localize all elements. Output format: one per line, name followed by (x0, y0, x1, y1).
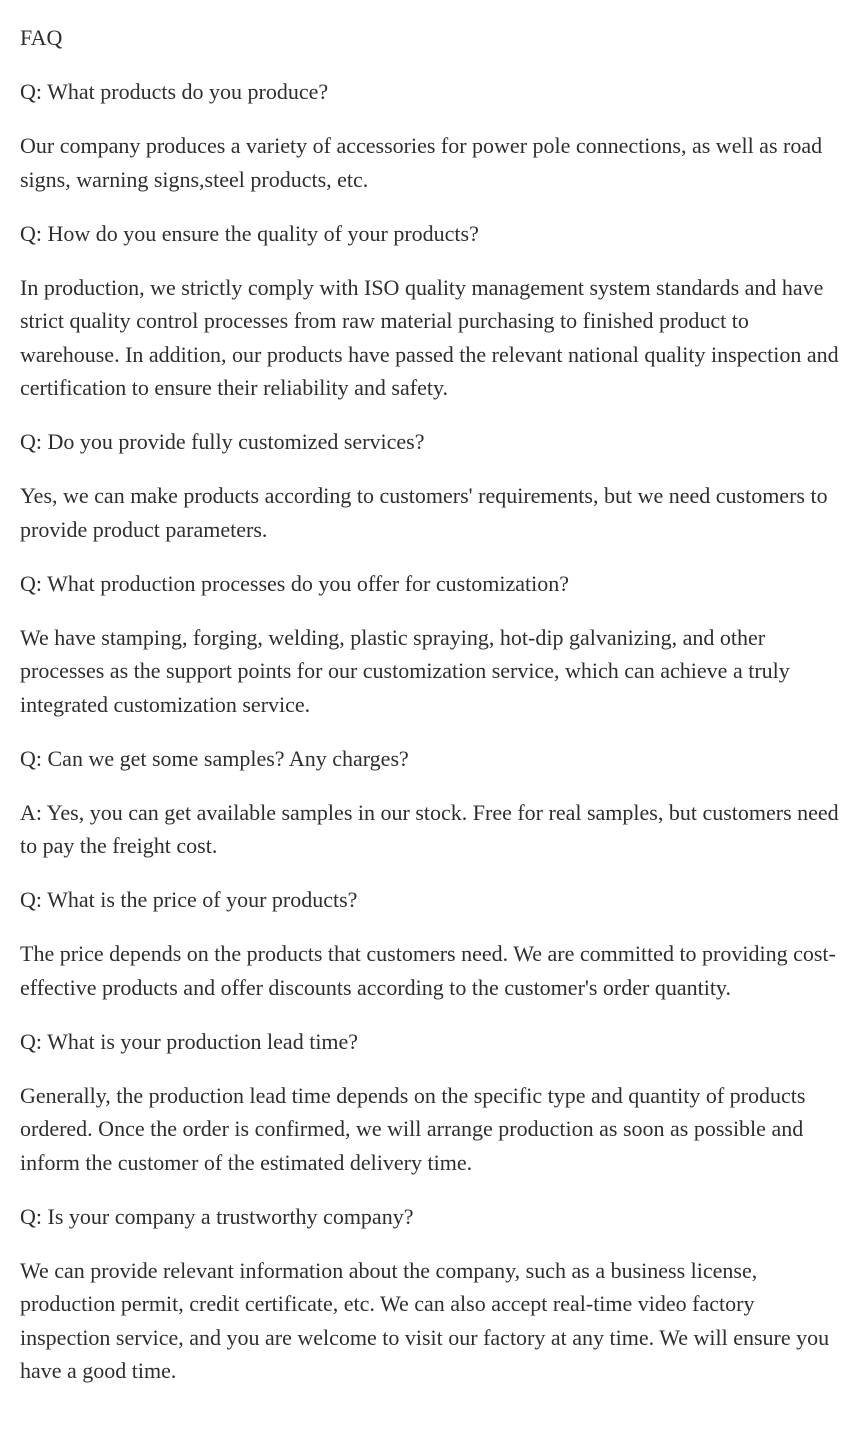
faq-question-3: Q: Do you provide fully customized services? (20, 429, 425, 454)
faq-answer-3: Yes, we can make products according to customers' requirements, but we need customers to provide product parameters. (20, 483, 828, 542)
faq-answer-4: We have stamping, forging, welding, plastic spraying, hot-dip galvanizing, and other processes as the support points for our customization service, which can achieve a truly integrated customization service. (20, 624, 790, 717)
faq-title: FAQ (20, 25, 63, 50)
faq-question-1: Q: What products do you produce? (20, 79, 329, 104)
faq-question-4: Q: What production processes do you offer for customization? (20, 570, 570, 596)
faq-question-6: Q: What is the price of your products? (20, 887, 358, 912)
faq-answer-5: A: Yes, you can get available samples in our stock. Free for real samples, but customers need to pay the freight cost. (20, 799, 839, 858)
faq-answer-2: In production, we strictly comply with ISO quality management system standards and have strict quality control processes from raw material purchasing to finished product to warehouse. In addition, our products have passed the relevant national quality inspection and certification to ensure their reliability and safety. (20, 274, 839, 400)
faq-question-8: Q: Is your company a trustworthy company? (20, 1203, 414, 1229)
faq-question-7: Q: What is your production lead time? (20, 1028, 359, 1054)
faq-answer-1: Our company produces a variety of accessories for power pole connections, as well as road signs, warning signs,steel products, etc. (20, 133, 823, 192)
faq-question-2: Q: How do you ensure the quality of your products? (20, 220, 479, 246)
faq-question-5: Q: Can we get some samples? Any charges? (20, 745, 409, 771)
faq-answer-8: We can provide relevant information about the company, such as a business license, production permit, credit certificate, etc. We can also accept real-time video factory inspection service, and you are welcome to visit our factory at any time. We will ensure you have a good time. (20, 1257, 830, 1383)
faq-answer-6: The price depends on the products that customers need. We are committed to providing cost-effective products and offer discounts according to the customer's order quantity. (20, 941, 836, 1000)
faq-answer-7: Generally, the production lead time depends on the specific type and quantity of products ordered. Once the order is confirmed, we will arrange production as soon as possible and inform the customer of the estimated delivery time. (20, 1082, 806, 1175)
